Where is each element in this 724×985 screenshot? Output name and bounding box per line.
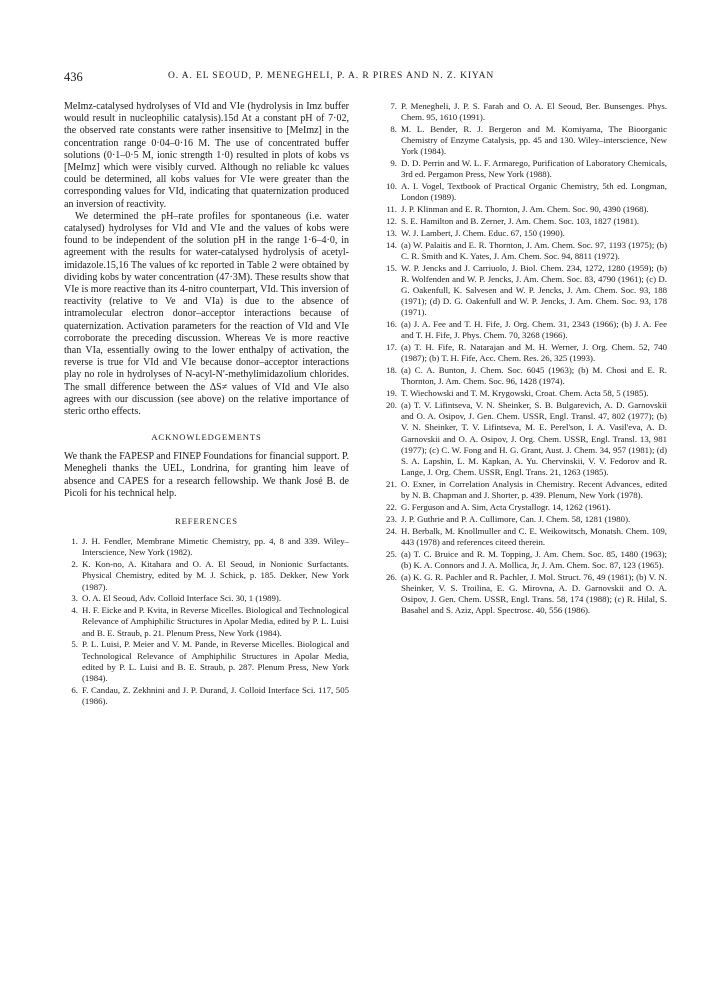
body-paragraph-2: We determined the pH–rate profiles for spontaneous (i.e. water catalysed) hydrolyses for VId and VIe and the values of kobs were found to be independent of the solution pH in the range 1·6–4·0, in agreement with the results for water-catalysed hydrolysis of acetyl-imidazole.15,16 The values of kc reported in Table 2 were obtained by dividing kobs by water concentration (47·3M). These results show that VIe is more reactive than its 4-nitro counterpart, VId. This inversion of reactivity (relative to Ve and VIa) is due to the absence of intramolecular electron donor–acceptor interactions because of quaternization. Activation parameters for the reaction of VId and VIe corroborate the preceding discussion. Whereas Ve is more reactive than VIa, essentially owing to the lower enthalpy of activation, the reverse is true for VId and VIe because donor–acceptor interactions play no role in hydrolyses of N-acyl-N′-methylimidazolium chlorides. The small difference between the ΔS≠ values of VId and VIe also agrees with our discussion (see above) on the relative importance of steric ortho effects.	[64, 210, 349, 418]
reference-number: 10.	[386, 181, 397, 192]
reference-text: D. D. Perrin and W. L. F. Armarego, Purification of Laboratory Chemicals, 3rd ed. Pergamon Press, New York (1988).	[401, 158, 667, 180]
references-heading: REFERENCES	[175, 516, 238, 527]
reference-item	[382, 365, 667, 387]
reference-text: J. P. Klinman and E. R. Thornton, J. Am. Chem. Soc. 90, 4390 (1968).	[401, 204, 649, 215]
reference-text: (a) T. V. Lifintseva, V. N. Sheinker, S. B. Bulgarevich, A. D. Garnovskii and O. A. Osipov, J. Gen. Chem. USSR, Engl. Transl. 47, 802 (1977); (b) V. N. Sheinker, T. V. Lifintseva, M. E. Perel'son, I. A. Vasil'eva, A. D. Garnovskii and O. A. Osipov, J. Org. Chem. USSR, Engl. Transl. 13, 981 (1977); (c) C. W. Fong and H. G. Grant, Aust. J. Chem. 34, 957 (1981); (d) S. A. Lapshin, L. M. Kapkan, A. Yu. Chervinskii, V. V. Fedorov and R. Lange, J. Org. Chem. USSR, Engl. Trans. 21, 1263 (1985).	[401, 400, 667, 478]
running-title: O. A. EL SEOUD, P. MENEGHELI, P. A. R PIRES AND N. Z. KIYAN	[168, 71, 495, 81]
reference-item	[64, 605, 349, 639]
reference-item	[382, 124, 667, 158]
reference-text: H. F. Eicke and P. Kvita, in Reverse Micelles. Biological and Technological Relevance of Amphiphilic Structures in Apolar Media, edited by P. L. Luisi and B. E. Straub, p. 21. Plenum Press, New York (1984).	[82, 605, 349, 638]
reference-text: H. Berbalk, M. Knollmuller and C. E. Weikowitsch, Monatsh. Chem. 109, 443 (1978) and references citeed therein.	[401, 525, 667, 547]
reference-item	[382, 502, 667, 513]
reference-number: 8.	[390, 124, 397, 134]
reference-text: (a) T. H. Fife, R. Natarajan and M. H. Werner, J. Org. Chem. 52, 740 (1987); (b) T. H. Fife, Acc. Chem. Res. 26, 325 (1993).	[401, 342, 667, 364]
reference-list-right	[382, 101, 667, 616]
reference-number: 21.	[386, 479, 397, 490]
reference-text: A. I. Vogel, Textbook of Practical Organic Chemistry, 5th ed. Longman, London (1989).	[401, 181, 667, 203]
reference-text: (a) C. A. Bunton, J. Chem. Soc. 6045 (1963); (b) M. Chosi and E. R. Thornton, J. Am. Chem. Soc. 96, 1428 (1974).	[401, 365, 667, 387]
reference-number: 19.	[386, 388, 397, 399]
reference-text: (a) W. Palaitis and E. R. Thornton, J. Am. Chem. Soc. 97, 1193 (1975); (b) C. R. Smith and K. Yates, J. Am. Chem. Soc. 94, 8811 (1972).	[401, 239, 667, 261]
reference-text: (a) K. G. R. Pachler and R. Pachler, J. Mol. Struct. 76, 49 (1981); (b) V. N. Sheinker, V. S. Troilina, E. G. Mirovna, A. D. Garnovskii and O. A. Osipov, J. Gen. Chem. USSR, Engl. Trans. 58, 174 (1988); (c) R. Hilal, S. Basahel and S. Aziz, Appl. Spectrosc. 40, 556 (1986).	[401, 571, 667, 616]
reference-number: 20.	[386, 400, 397, 410]
reference-number: 6.	[71, 684, 78, 695]
reference-text: F. Candau, Z. Zekhnini and J. P. Durand, J. Colloid Interface Sci. 117, 505 (1986).	[82, 684, 349, 706]
reference-item	[382, 479, 667, 501]
reference-text: P. Menegheli, J. P. S. Farah and O. A. El Seoud, Ber. Bunsenges. Phys. Chem. 95, 1610 (1991).	[401, 101, 667, 123]
reference-number: 15.	[386, 262, 397, 273]
reference-number: 7.	[390, 101, 397, 111]
reference-number: 11.	[386, 204, 397, 215]
body-paragraph-1: MeImz-catalysed hydrolyses of VId and VIe (hydrolysis in Imz buffer would result in nucleophilic catalysis).15d At a constant pH of 7·02, the observed rate constants were rather insensitive to [MeImz] in the concentration range 0·04–0·16 M. The use of concentrated buffer solutions (0·1–0·5 M, ionic strength 1·0) resulted in plots of kobs vs [MeImz] which were visibly curved. Although no reliable kc values could be determined, all kobs values for VIe were greater than the corresponding values for VId, indicating that quaternization produced an inversion of reactivity.	[64, 101, 349, 210]
page-number: 436	[64, 70, 83, 84]
reference-number: 4.	[71, 605, 78, 616]
left-column	[64, 101, 349, 708]
reference-number: 24.	[386, 525, 397, 536]
reference-item	[382, 101, 667, 123]
reference-text: W. J. Lambert, J. Chem. Educ. 67, 150 (1990).	[401, 227, 565, 238]
reference-item	[382, 400, 667, 478]
reference-number: 26.	[386, 571, 397, 582]
reference-list-left	[64, 536, 349, 707]
reference-text: G. Ferguson and A. Sim, Acta Crystallogr. 14, 1262 (1961).	[401, 502, 611, 513]
reference-item	[382, 158, 667, 180]
reference-item	[382, 204, 667, 215]
reference-item	[64, 685, 349, 707]
reference-number: 17.	[386, 342, 397, 353]
reference-item	[382, 228, 667, 239]
reference-item	[382, 319, 667, 341]
reference-number: 3.	[71, 593, 78, 604]
reference-text: J. P. Guthrie and P. A. Cullimore, Can. J. Chem. 58, 1281 (1980).	[401, 513, 631, 524]
reference-text: P. L. Luisi, P. Meier and V. M. Pande, in Reverse Micelles. Biological and Technological Relevance of Amphiphilic Structures in Apolar Media, edited by P. L. Luisi and B. E. Straub, p. 287. Plenum Press, New York (1984).	[82, 639, 349, 683]
page-header	[64, 70, 664, 86]
reference-item	[64, 593, 349, 604]
reference-text: M. L. Bender, R. J. Bergeron and M. Komiyama, The Bioorganic Chemistry of Enzyme Catalysis, pp. 45 and 130. Wiley–interscience, New York (1984).	[401, 124, 667, 157]
reference-text: O. Exner, in Correlation Analysis in Chemistry. Recent Advances, edited by N. B. Chapman and J. Shorter, p. 439. Plenum, New York (1978).	[401, 479, 667, 501]
reference-item	[382, 549, 667, 571]
reference-number: 16.	[386, 319, 397, 330]
reference-item	[382, 514, 667, 525]
reference-item	[382, 342, 667, 364]
reference-number: 25.	[386, 548, 397, 559]
reference-number: 9.	[390, 158, 397, 169]
reference-item	[64, 639, 349, 684]
reference-item	[382, 216, 667, 227]
reference-text: (a) J. A. Fee and T. H. Fife, J. Org. Chem. 31, 2343 (1966); (b) J. A. Fee and T. H. Fife, J. Phys. Chem. 70, 3268 (1966).	[401, 319, 667, 341]
reference-number: 1.	[71, 536, 78, 547]
acknowledgements-text: We thank the FAPESP and FINEP Foundations for financial support. P. Menegheli thanks the UEL, Londrina, for granting him leave of absence and CAPES for a research fellowship. We thank José B. de Picoli for his technical help.	[64, 451, 349, 499]
right-column	[382, 101, 667, 617]
reference-number: 14.	[386, 239, 397, 250]
reference-item	[382, 181, 667, 203]
reference-number: 18.	[386, 365, 397, 376]
reference-item	[382, 526, 667, 548]
reference-number: 22.	[386, 502, 397, 513]
reference-item	[64, 536, 349, 558]
reference-number: 5.	[71, 639, 78, 650]
reference-item	[382, 240, 667, 262]
reference-number: 13.	[386, 227, 397, 238]
reference-item	[382, 263, 667, 319]
reference-text: T. Wiechowski and T. M. Krygowski, Croat. Chem. Acta 58, 5 (1985).	[401, 388, 649, 399]
acknowledgements-heading: ACKNOWLEDGEMENTS	[151, 432, 262, 443]
reference-text: W. P. Jencks and J. Carriuolo, J. Biol. Chem. 234, 1272, 1280 (1959); (b) R. Wolfenden and W. P. Jencks, J. Am. Chem. Soc. 83, 4790 (1961); (c) D. G. Oakenfull, K. Salvesen and W. P. Jencks, J. Am. Chem. Soc. 93, 188 (1971); (d) D. G. Oakenfull and W. P. Jencks, J. Am. Chem. Soc. 93, 178 (1971).	[401, 262, 667, 318]
reference-number: 2.	[71, 559, 78, 570]
reference-item	[382, 388, 667, 399]
reference-text: (a) T. C. Bruice and R. M. Topping, J. Am. Chem. Soc. 85, 1480 (1963); (b) K. A. Connors and J. A. Mollica, Jr, J. Am. Chem. Soc. 87, 123 (1965).	[401, 548, 667, 570]
reference-number: 12.	[386, 216, 397, 226]
reference-number: 23.	[386, 513, 397, 524]
reference-text: J. H. Fendler, Membrane Mimetic Chemistry, pp. 4, 8 and 339. Wiley–Interscience, New York (1982).	[82, 536, 349, 558]
reference-item	[64, 559, 349, 593]
reference-text: K. Kon-no, A. Kitahara and O. A. El Seoud, in Nonionic Surfactants. Physical Chemistry, edited by M. J. Schick, p. 185. Dekker, New York (1987).	[82, 559, 349, 592]
reference-text: S. E. Hamilton and B. Zerner, J. Am. Chem. Soc. 103, 1827 (1981).	[401, 216, 640, 226]
reference-text: O. A. El Seoud, Adv. Colloid Interface Sci. 30, 1 (1989).	[82, 593, 282, 604]
reference-item	[382, 572, 667, 617]
